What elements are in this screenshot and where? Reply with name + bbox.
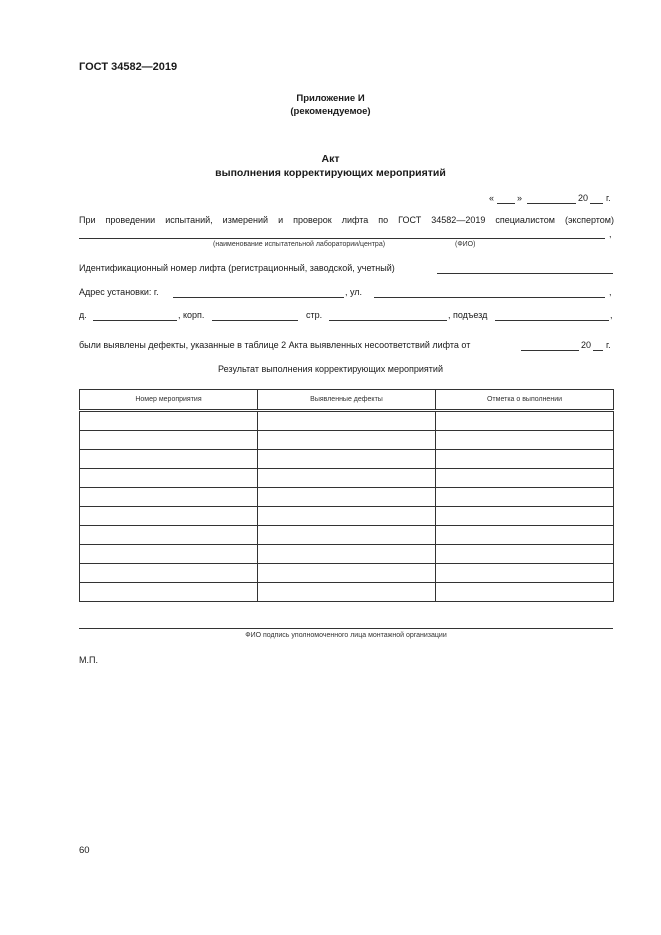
address-str-field[interactable] bbox=[329, 320, 447, 321]
page-number: 60 bbox=[79, 845, 90, 856]
table-row bbox=[80, 469, 614, 488]
table-row bbox=[80, 507, 614, 526]
table-cell[interactable] bbox=[258, 431, 436, 450]
table-cell[interactable] bbox=[436, 450, 614, 469]
table-cell[interactable] bbox=[258, 526, 436, 545]
table-cell[interactable] bbox=[80, 526, 258, 545]
address-comma: , bbox=[609, 287, 612, 297]
defects-text: были выявлены дефекты, указанные в таблице 2 Акта выявленных несоответствий лифта от bbox=[79, 340, 471, 350]
lift-id-field[interactable] bbox=[437, 273, 613, 274]
table-cell[interactable] bbox=[80, 564, 258, 583]
table-cell[interactable] bbox=[436, 507, 614, 526]
date-open-quote: « bbox=[489, 193, 495, 203]
table-cell[interactable] bbox=[436, 488, 614, 507]
stamp-label: М.П. bbox=[79, 655, 98, 665]
appendix-heading bbox=[0, 92, 661, 118]
signature-hint: ФИО подпись уполномоченного лица монтажной организации bbox=[245, 632, 447, 639]
intro-comma: , bbox=[609, 229, 612, 239]
table-row bbox=[80, 488, 614, 507]
table-cell[interactable] bbox=[80, 507, 258, 526]
defects-year-field[interactable] bbox=[593, 350, 603, 351]
address-entrance-label: , подъезд bbox=[448, 310, 488, 320]
table-row bbox=[80, 526, 614, 545]
document-title-line1: Акт bbox=[321, 153, 340, 165]
appendix-title: Приложение И bbox=[296, 93, 365, 104]
table-cell[interactable] bbox=[436, 526, 614, 545]
address-end-comma: , bbox=[610, 310, 613, 320]
table-cell[interactable] bbox=[80, 450, 258, 469]
table-row bbox=[80, 564, 614, 583]
results-table bbox=[79, 389, 614, 602]
address-street-field[interactable] bbox=[374, 297, 605, 298]
table-cell[interactable] bbox=[436, 431, 614, 450]
date-year-prefix: 20 bbox=[578, 193, 589, 203]
address-house-label: д. bbox=[79, 310, 87, 320]
address-entrance-field[interactable] bbox=[495, 320, 609, 321]
table-row bbox=[80, 431, 614, 450]
date-day-field[interactable] bbox=[497, 203, 515, 204]
address-city-label: Адрес установки: г. bbox=[79, 287, 159, 297]
appendix-status: (рекомендуемое) bbox=[290, 106, 371, 117]
table-cell[interactable] bbox=[258, 488, 436, 507]
hint-laboratory: (наименование испытательной лаборатории/центра) bbox=[213, 241, 386, 248]
table-cell[interactable] bbox=[258, 583, 436, 602]
table-row bbox=[80, 545, 614, 564]
address-korp-label: , корп. bbox=[178, 310, 205, 320]
address-street-label: , ул. bbox=[345, 287, 363, 297]
expert-name-field[interactable] bbox=[79, 238, 605, 239]
address-str-label: стр. bbox=[306, 310, 323, 320]
table-cell[interactable] bbox=[258, 564, 436, 583]
column-header: Выявленные дефекты bbox=[258, 390, 436, 411]
hint-fio: (ФИО) bbox=[455, 241, 476, 248]
table-cell[interactable] bbox=[258, 469, 436, 488]
table-cell[interactable] bbox=[436, 469, 614, 488]
column-header: Отметка о выполнении bbox=[436, 390, 614, 411]
table-row bbox=[80, 411, 614, 431]
standard-code: ГОСТ 34582—2019 bbox=[79, 61, 178, 73]
table-caption: Результат выполнения корректирующих мероприятий bbox=[218, 364, 443, 374]
document-title-line2: выполнения корректирующих мероприятий bbox=[215, 167, 446, 179]
lift-id-label: Идентификационный номер лифта (регистрационный, заводской, учетный) bbox=[79, 263, 395, 273]
table-cell[interactable] bbox=[80, 411, 258, 431]
column-header: Номер мероприятия bbox=[80, 390, 258, 411]
table-cell[interactable] bbox=[80, 583, 258, 602]
table-cell[interactable] bbox=[258, 545, 436, 564]
table-cell[interactable] bbox=[258, 450, 436, 469]
table-cell[interactable] bbox=[80, 469, 258, 488]
table-cell[interactable] bbox=[258, 411, 436, 431]
table-cell[interactable] bbox=[436, 545, 614, 564]
table-row bbox=[80, 450, 614, 469]
date-month-field[interactable] bbox=[527, 203, 576, 204]
address-city-field[interactable] bbox=[173, 297, 344, 298]
address-korp-field[interactable] bbox=[212, 320, 298, 321]
signature-field[interactable] bbox=[79, 628, 613, 629]
date-close-quote: » bbox=[517, 193, 523, 203]
defects-year-suffix: г. bbox=[606, 340, 611, 350]
table-cell[interactable] bbox=[436, 564, 614, 583]
table-cell[interactable] bbox=[80, 545, 258, 564]
table-cell[interactable] bbox=[436, 583, 614, 602]
document-title bbox=[0, 152, 661, 180]
intro-text: При проведении испытаний, измерений и проверок лифта по ГОСТ 34582—2019 специалистом (экспертом) bbox=[79, 215, 614, 225]
date-year-field[interactable] bbox=[590, 203, 603, 204]
table-cell[interactable] bbox=[258, 507, 436, 526]
table-cell[interactable] bbox=[436, 411, 614, 431]
table-cell[interactable] bbox=[80, 488, 258, 507]
date-year-suffix: г. bbox=[606, 193, 611, 203]
defects-year-prefix: 20 bbox=[581, 340, 592, 350]
table-row bbox=[80, 583, 614, 602]
address-house-field[interactable] bbox=[93, 320, 177, 321]
defects-date-field[interactable] bbox=[521, 350, 579, 351]
table-cell[interactable] bbox=[80, 431, 258, 450]
table-header-row bbox=[80, 390, 614, 411]
